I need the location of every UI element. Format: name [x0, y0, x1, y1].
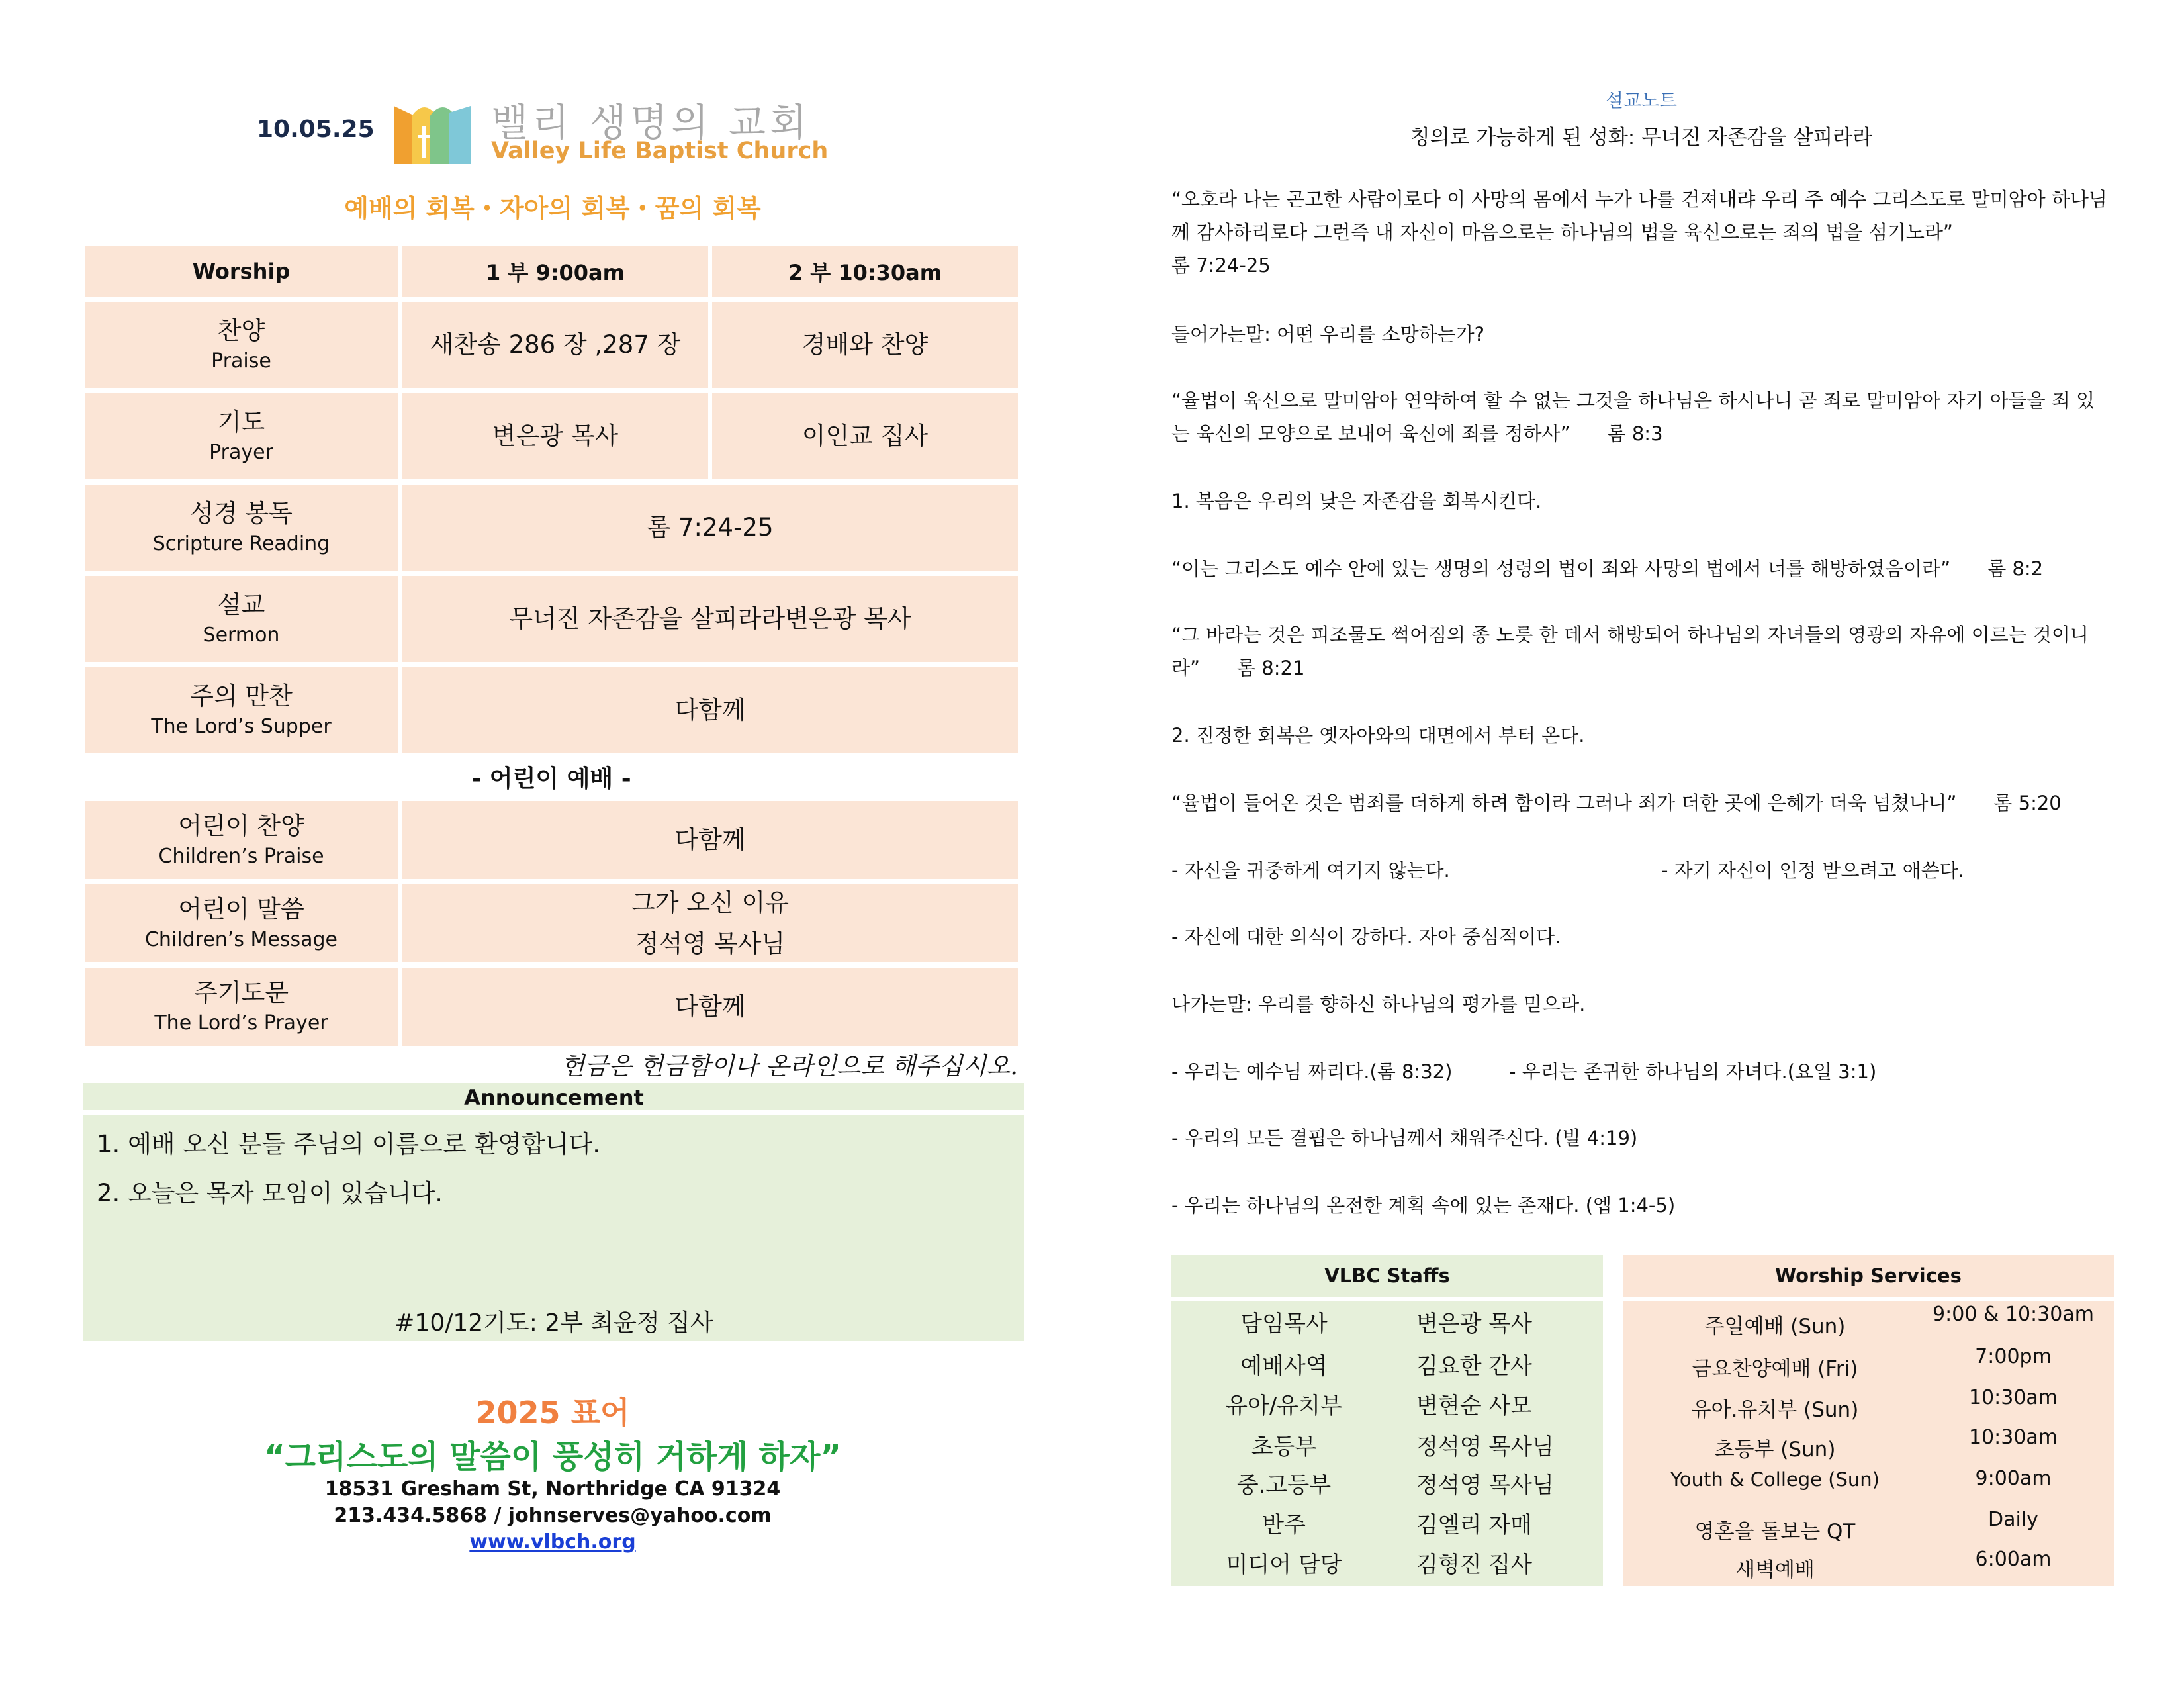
second-service-value: 경배와 찬양: [801, 330, 929, 359]
order-label-ko: 주기도문: [194, 978, 289, 1007]
church-website-link[interactable]: www.vlbch.org: [469, 1530, 636, 1554]
service-time: 9:00am: [1975, 1467, 2052, 1490]
service-name: Youth & College (Sun): [1670, 1468, 1880, 1491]
sermon-bullet: - 자신을 귀중하게 여기지 않는다.: [1171, 859, 1450, 882]
order-label-ko: 성경 봉독: [190, 499, 293, 528]
service-name: 영혼을 돌보는 QT: [1694, 1520, 1856, 1544]
church-contact: 213.434.5868 / johnserves@yahoo.com: [334, 1504, 772, 1527]
order-label-cell: [85, 884, 398, 962]
order-label-en: Children’s Message: [144, 928, 338, 951]
sermon-intro: 들어가는말: 어떤 우리를 소망하는가?: [1171, 323, 1485, 346]
service-name: 금요찬양예배 (Fri): [1692, 1357, 1858, 1381]
order-label-cell: [85, 667, 398, 753]
motto-year: 2025 표어: [475, 1395, 630, 1430]
staff-list: [1171, 1301, 1603, 1586]
services-header: Worship Services: [1623, 1255, 2114, 1299]
scripture-reference: 롬 7:24-25: [647, 513, 774, 541]
announcement-item: 1. 예배 오신 분들 주님의 이름으로 환영합니다.: [97, 1130, 600, 1158]
merged-service-cell: [402, 801, 1018, 879]
staff-role: 유아/유치부: [1226, 1393, 1342, 1419]
order-label-cell: [85, 968, 398, 1046]
scripture-text: “그 바라는 것은 피조물도 썩어짐의 종 노릇 한 데서 해방되어 하나님의 자녀들의 영광의 자유에 이르는 것이니라”: [1171, 624, 2089, 679]
first-service-cell: [402, 302, 708, 388]
service-name: 유아.유치부 (Sun): [1691, 1398, 1859, 1422]
sermon-bullet: - 자신에 대한 의식이 강하다. 자아 중심적이다.: [1171, 925, 1561, 948]
staff-header: VLBC Staffs: [1171, 1255, 1603, 1299]
sermon-bullet: - 우리는 하나님의 온전한 계획 속에 있는 존재다. (엡 1:4-5): [1171, 1194, 1676, 1217]
order-label-ko: 주의 만찬: [190, 682, 293, 710]
church-name-english: Valley Life Baptist Church: [491, 138, 829, 164]
service-time: 10:30am: [1968, 1386, 2058, 1409]
bulletin-theme: 예배의 회복・자아의 회복・꿈의 회복: [344, 194, 761, 223]
scripture-reference: 롬 8:3: [1607, 422, 1663, 445]
merged-service-cell: [402, 576, 1018, 662]
scripture-reference: 롬 7:24-25: [1171, 254, 1271, 277]
scripture-passage: [1171, 618, 2111, 684]
order-label-ko: 찬양: [217, 316, 265, 345]
sermon-notes-label: 설교노트: [1605, 89, 1678, 111]
scripture-text: “율법이 들어온 것은 범죄를 더하게 하려 함이라 그러나 죄가 더한 곳에 은혜가 더욱 넘쳤나니”: [1171, 792, 1957, 814]
announcement-header: Announcement: [83, 1083, 1024, 1112]
scripture-passage: [1171, 183, 2111, 282]
second-service-value: 이인교 집사: [801, 422, 929, 450]
service-name: 새벽예배: [1735, 1558, 1815, 1582]
order-label-en: The Lord’s Prayer: [154, 1011, 328, 1035]
first-service-value: 새찬송 286 장 ,287 장: [430, 330, 681, 359]
staff-name: 김형진 집사: [1416, 1552, 1533, 1578]
sermon-point-1: 1. 복음은 우리의 낮은 자존감을 회복시킨다.: [1171, 490, 1542, 512]
sermon-bullet-row: [1171, 1055, 2111, 1088]
children-message-title: 그가 오신 이유: [631, 888, 789, 917]
merged-service-cell: [402, 884, 1018, 962]
merged-service-cell: [402, 485, 1018, 571]
sermon-bullet: - 우리는 존귀한 하나님의 자녀다.(요일 3:1): [1509, 1060, 1877, 1083]
second-service-header-label: 2 부 10:30am: [788, 260, 942, 285]
order-label-cell: [85, 393, 398, 479]
services-list: [1623, 1301, 2114, 1586]
scripture-reference: 롬 5:20: [1993, 792, 2062, 814]
merged-service-cell: [402, 667, 1018, 753]
order-label-en: Children’s Praise: [158, 845, 324, 868]
order-label-cell: [85, 485, 398, 571]
order-label-ko: 설교: [217, 590, 265, 619]
scripture-passage: [1171, 552, 2111, 585]
service-name: 주일예배 (Sun): [1704, 1315, 1846, 1338]
sermon-bullet: - 우리는 예수님 짜리다.(롬 8:32): [1171, 1060, 1453, 1083]
order-label-en: Prayer: [209, 441, 273, 464]
order-label-en: Scripture Reading: [152, 532, 330, 555]
children-worship-title: - 어린이 예배 -: [471, 765, 631, 792]
worship-header-cell: [85, 246, 398, 297]
second-service-header-cell: [712, 246, 1018, 297]
sermon-title-and-preacher: 무너진 자존감을 살피라라변은광 목사: [509, 604, 911, 633]
scripture-passage: [1171, 786, 2111, 820]
scripture-reference: 롬 8:21: [1237, 657, 1305, 679]
staff-role: 예배사역: [1240, 1353, 1328, 1380]
sermon-point-2: 2. 진정한 회복은 옛자아와의 대면에서 부터 온다.: [1171, 724, 1585, 747]
service-name: 초등부 (Sun): [1714, 1438, 1836, 1462]
children-message-speaker: 정석영 목사님: [635, 929, 786, 958]
order-label-cell: [85, 302, 398, 388]
children-praise-value: 다함께: [674, 825, 746, 854]
sermon-bullet: - 우리의 모든 결핍은 하나님께서 채워주신다. (빌 4:19): [1171, 1127, 1638, 1149]
second-service-cell: [712, 302, 1018, 388]
staff-name: 김요한 간사: [1416, 1353, 1533, 1380]
scripture-text: “이는 그리스도 예수 안에 있는 생명의 성령의 법이 죄와 사망의 법에서 너를 해방하였음이라”: [1171, 557, 1951, 580]
motto-text: “그리스도의 말씀이 풍성히 거하게 하자”: [264, 1438, 841, 1476]
staff-role: 중.고등부: [1236, 1472, 1332, 1499]
bulletin-date: 10.05.25: [257, 116, 375, 143]
service-time: Daily: [1988, 1508, 2038, 1531]
staff-role: 초등부: [1251, 1434, 1317, 1460]
staff-name: 김엘리 자매: [1416, 1512, 1533, 1538]
prayer-schedule: #10/12기도: 2부 최윤정 집사: [394, 1309, 713, 1336]
staff-name: 변현순 사모: [1416, 1393, 1533, 1419]
second-service-cell: [712, 393, 1018, 479]
church-address: 18531 Gresham St, Northridge CA 91324: [324, 1477, 781, 1501]
service-time: 9:00 & 10:30am: [1933, 1303, 2094, 1326]
order-label-ko: 어린이 찬양: [178, 812, 304, 840]
order-label-en: Sermon: [203, 624, 280, 647]
first-service-value: 변은광 목사: [492, 422, 619, 450]
sermon-notes-title: 칭의로 가능하게 된 성화: 무너진 자존감을 살피라라: [1410, 126, 1873, 150]
order-label-en: The Lord’s Supper: [151, 715, 332, 738]
order-label-ko: 어린이 말씀: [178, 895, 304, 923]
service-time: 7:00pm: [1975, 1345, 2052, 1368]
staff-role: 반주: [1262, 1512, 1306, 1538]
first-service-header-cell: [402, 246, 708, 297]
order-label-cell: [85, 576, 398, 662]
lords-prayer-value: 다함께: [674, 992, 746, 1021]
scripture-text: “율법이 육신으로 말미암아 연약하여 할 수 없는 그것을 하나님은 하시나니 곧 죄로 말미암아 자기 아들을 죄 있는 육신의 모양으로 보내어 육신에 죄를 정하사”: [1171, 389, 2095, 445]
offering-note: 헌금은 헌금함이나 온라인으로 해주십시오.: [561, 1052, 1018, 1080]
service-time: 10:30am: [1968, 1426, 2058, 1449]
announcement-item: 2. 오늘은 목자 모임이 있습니다.: [97, 1179, 443, 1207]
merged-service-cell: [402, 968, 1018, 1046]
service-time: 6:00am: [1975, 1548, 2052, 1571]
sermon-bullet-row: [1171, 854, 2111, 887]
church-name-korean: 밸리 생명의 교회: [491, 100, 811, 145]
staff-name: 정석영 목사님: [1416, 1434, 1554, 1460]
staff-name: 변은광 목사: [1416, 1311, 1533, 1337]
order-label-en: Praise: [211, 350, 271, 373]
lords-supper-value: 다함께: [674, 696, 746, 724]
sermon-closing: 나가는말: 우리를 향하신 하나님의 평가를 믿으라.: [1171, 993, 1586, 1015]
staff-name: 정석영 목사님: [1416, 1472, 1554, 1499]
announcement-body: [83, 1115, 1024, 1341]
scripture-text: “오호라 나는 곤고한 사람이로다 이 사망의 몸에서 누가 나를 건져내랴 우리 주 예수 그리스도로 말미암아 하나님께 감사하리로다 그런즉 내 자신이 마음으로는 하나님의 법을 육신으로는 죄의 법을 섬기노라”: [1171, 188, 2107, 244]
staff-role: 미디어 담당: [1226, 1552, 1342, 1578]
scripture-passage: [1171, 384, 2111, 450]
order-label-ko: 기도: [217, 408, 265, 436]
staff-role: 담임목사: [1240, 1311, 1328, 1337]
first-service-cell: [402, 393, 708, 479]
worship-header-label: Worship: [192, 259, 291, 284]
scripture-reference: 롬 8:2: [1987, 557, 2044, 580]
order-label-cell: [85, 801, 398, 879]
sermon-bullet: - 자기 자신이 인정 받으려고 애쓴다.: [1661, 859, 1964, 882]
church-logo-icon: [392, 93, 472, 165]
first-service-header-label: 1 부 9:00am: [486, 260, 625, 285]
